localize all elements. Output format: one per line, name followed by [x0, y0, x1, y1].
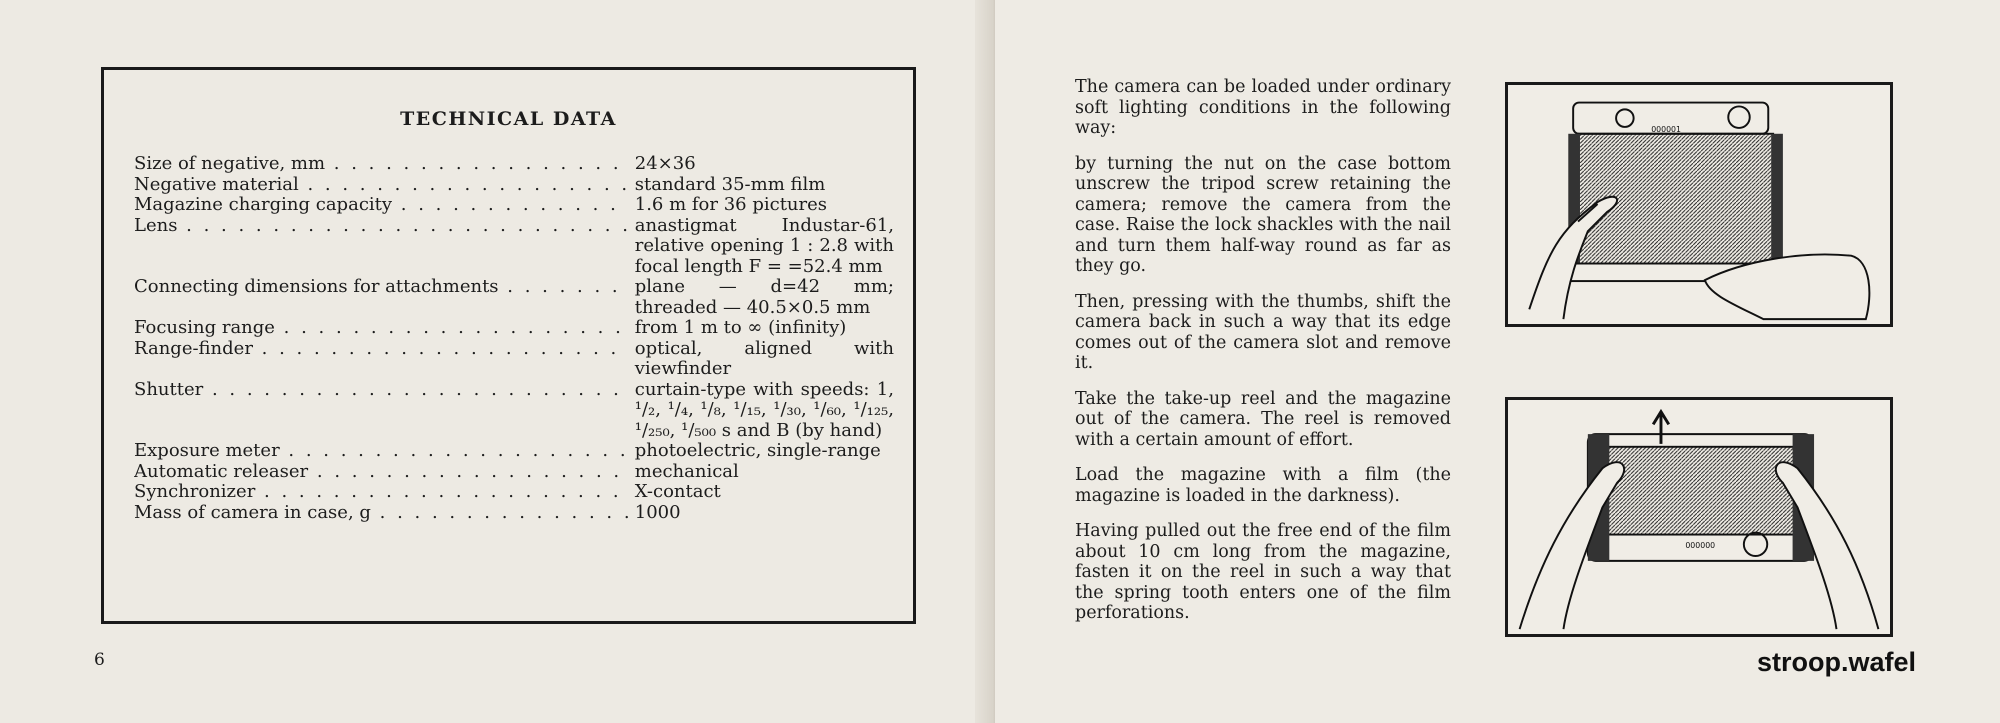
spec-label: Negative material . . . [134, 175, 629, 196]
spec-label: Shutter . . . [134, 380, 629, 442]
spec-label: Range-finder . . . [134, 339, 629, 380]
spec-row [134, 380, 894, 442]
spec-row [134, 318, 894, 339]
instructions-text [1075, 77, 1451, 639]
illustration-remove-back [1505, 82, 1893, 327]
paragraph: Load the magazine with a film (the magazine is loaded in the darkness). [1075, 465, 1451, 506]
camera-back-removal-drawing [1508, 85, 1890, 324]
spec-value: 1000 [634, 501, 681, 523]
camera-serial-text: 000000 [1685, 541, 1716, 551]
technical-data-table [134, 154, 894, 523]
spec-row [134, 195, 894, 216]
spec-row [134, 175, 894, 196]
paragraph: Then, pressing with the thumbs, shift the camera back in such a way that its edge comes out of the camera slot and remove it. [1075, 291, 1451, 373]
spec-value: 24×36 [634, 153, 696, 174]
spec-value: photoelectric, single-range [634, 440, 881, 461]
spec-value: X-contact [634, 481, 721, 502]
spec-value: standard 35-mm film [634, 173, 826, 195]
spec-row [134, 277, 894, 318]
paragraph: by turning the nut on the case bottom unscrew the tripod screw retaining the camera; remove the camera from the case. Raise the lock shackles with the nail and turn them half-way round as far as they go. [1075, 153, 1451, 276]
spec-label: Focusing range . . . [134, 318, 629, 339]
spec-value: 1.6 m for 36 pictures [634, 194, 828, 215]
spec-label: Mass of camera in case, g . . . [134, 503, 629, 524]
technical-data-box [101, 67, 916, 624]
spec-value: curtain-type with speeds: 1, ¹/₂, ¹/₄, ¹/₈, ¹/₁₅, ¹/₃₀, ¹/₆₀, ¹/₁₂₅, ¹/₂₅₀, ¹/₅₀₀ s and B (by hand) [634, 378, 894, 441]
spec-label: Size of negative, mm . . . [134, 154, 629, 175]
spec-row [134, 216, 894, 278]
watermark: stroop.wafel [1757, 647, 1917, 677]
spec-value: from 1 m to ∞ (infinity) [634, 317, 847, 338]
spec-value: mechanical [634, 460, 739, 482]
left-page [0, 0, 995, 723]
spec-row [134, 154, 894, 175]
spec-row [134, 462, 894, 483]
camera-reel-removal-drawing [1508, 400, 1890, 634]
spec-label: Lens . . . [134, 216, 629, 278]
spec-value: optical, aligned with viewfinder [634, 337, 894, 379]
spec-row [134, 339, 894, 380]
spec-row [134, 503, 894, 524]
paragraph: The camera can be loaded under ordinary soft lighting conditions in the following way: [1075, 77, 1451, 138]
spec-label: Synchronizer . . . [134, 482, 629, 503]
technical-data-title: TECHNICAL DATA [400, 108, 617, 130]
illustration-take-out-reel [1505, 397, 1893, 637]
spec-label: Magazine charging capacity . . . [134, 195, 629, 216]
spec-label: Automatic releaser . . . [134, 462, 629, 483]
camera-serial-text: 000001 [1651, 124, 1681, 134]
paragraph: Having pulled out the free end of the film about 10 cm long from the magazine, fasten it on the reel in such a way that the spring tooth enters one of the film perforations. [1075, 521, 1451, 623]
spec-label: Connecting dimensions for attachments . . . [134, 277, 629, 318]
spec-row [134, 482, 894, 503]
spec-label: Exposure meter . . . [134, 441, 629, 462]
spec-value: anastigmat Industar-61, relative opening 1 : 2.8 with focal length F = =52.4 mm [634, 214, 894, 277]
spec-row [134, 441, 894, 462]
page-number: 6 [94, 650, 105, 670]
paragraph: Take the take-up reel and the magazine out of the camera. The reel is removed with a certain amount of effort. [1075, 388, 1451, 450]
spec-value: plane — d=42 mm; threaded — 40.5×0.5 mm [634, 276, 894, 318]
